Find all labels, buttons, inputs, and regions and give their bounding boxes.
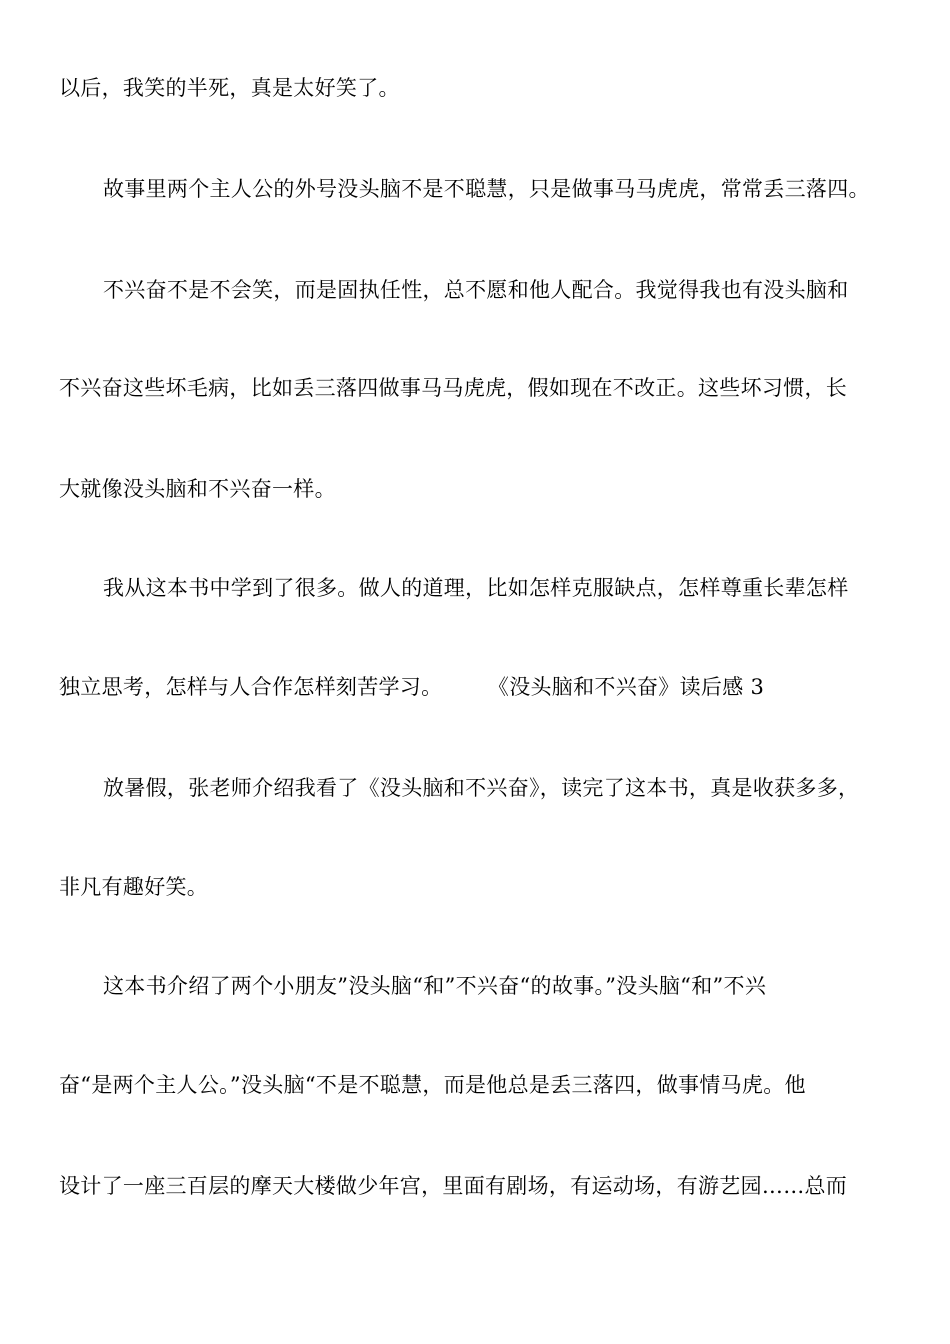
paragraph-line-6: 我从这本书中学到了很多。做人的道理，比如怎样克服缺点，怎样尊重长辈怎样 [103, 576, 849, 600]
paragraph-line-8: 放暑假，张老师介绍我看了《没头脑和不兴奋》，读完了这本书，真是收获多多， [103, 776, 860, 800]
text-line-1: 以后，我笑的半死，真是太好笑了。 [59, 76, 400, 100]
section-title: 《没头脑和不兴奋》读后感 3 [498, 675, 765, 699]
paragraph-line-2: 故事里两个主人公的外号没头脑不是不聪慧，只是做事马马虎虎，常常丢三落四。 [103, 177, 870, 201]
paragraph-line-3: 不兴奋不是不会笑，而是固执任性，总不愿和他人配合。我觉得我也有没头脑和 [103, 278, 849, 302]
text-line-5: 大就像没头脑和不兴奋一样。 [59, 477, 336, 501]
text-line-4: 不兴奋这些坏毛病，比如丢三落四做事马马虎虎，假如现在不改正。这些坏习惯，长 [59, 376, 848, 400]
text-line-7 [59, 673, 909, 701]
text-line-12: 设计了一座三百层的摩天大楼做少年宫，里面有剧场，有运动场，有游艺园……总而 [59, 1174, 848, 1198]
text-line-7-body: 独立思考，怎样与人合作怎样刻苦学习。 [59, 675, 443, 699]
text-line-9: 非凡有趣好笑。 [59, 875, 209, 899]
paragraph-line-10: 这本书介绍了两个小朋友”没头脑“和”不兴奋“的故事。”没头脑“和”不兴 [103, 974, 767, 998]
text-line-11: 奋“是两个主人公。”没头脑“不是不聪慧，而是他总是丢三落四，做事情马虎。他 [59, 1073, 806, 1097]
